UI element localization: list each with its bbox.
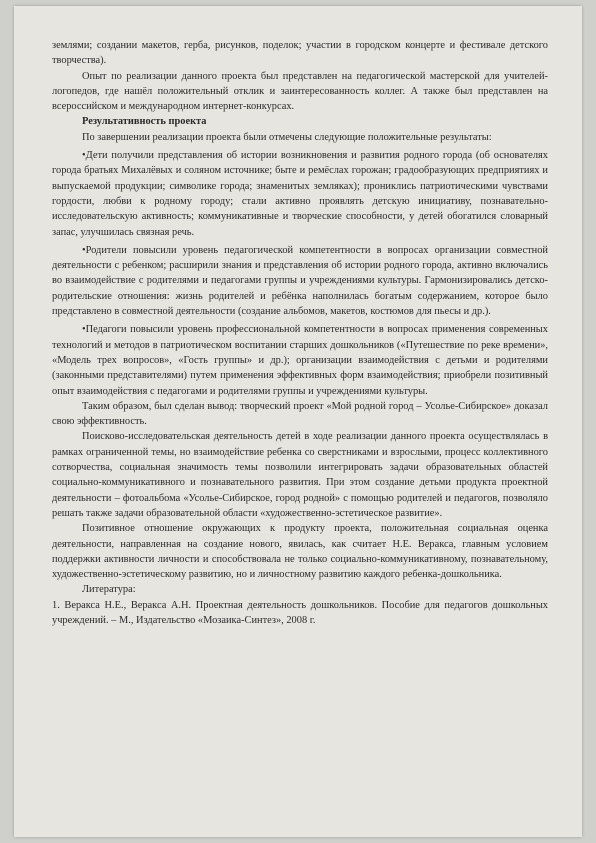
document-body [52,38,548,628]
paragraph-conclusion: Таким образом, был сделан вывод: творческий проект «Мой родной город – Усолье-Сибирское» доказал свою эффективность. [52,400,548,428]
bullet-teachers: • Педагоги повысили уровень профессиональной компетентности в вопросах применения современных технологий и методов в патриотическом воспитании старших дошкольников («Путешествие по реке времени», «Модель трех вопросов», «Гость группы» и др.); организации взаимодействия с детьми и родителями (законными представителями) путем применения эффективных форм взаимодействия; приобрели позитивный опыт взаимодействия с педагогами и родителями группы и учреждениями культуры. [52,322,548,398]
paragraph-research-activity: Поисково-исследовательская деятельность детей в ходе реализации данного проекта осуществлялась в рамках ограниченной темы, но взаимодействие ребенка со сверстниками и взрослыми, процесс коллективного сотворчества, социальная значимость темы позволили интегрировать задачи образовательных областей социально-коммуникативного и познавательного развития. При этом создание детьми продукта проектной деятельности – фотоальбома «Усолье-Сибирское, город родной» с помощью родителей и педагогов, позволяло решать также задачи образовательной области «художественно-эстетическое развитие». [52,431,548,519]
paragraph-experience: Опыт по реализации данного проекта был представлен на педагогической мастерской для учителей-логопедов, где нашёл положительный отклик и заинтересованность коллег. А также был представлен на всероссийском и международном интернет-конкурсах. [52,70,548,113]
bullet-parents: • Родители повысили уровень педагогической компетентности в вопросах организации совместной деятельности с ребенком; расширили знания и представления об истории родного города, активно включались во взаимодействие с родителями и педагогами группы и учреждениями культуры. Гармонизировались детско-родительские отношения: жизнь родителей и ребёнка наполнилась богатым содержанием, которое было представлено в совместной деятельности (создание альбомов, макетов, костюмов для пьесы и др.). [52,243,548,319]
document-page [14,6,582,837]
paragraph-continuation: землями; создании макетов, герба, рисунков, поделок; участии в городском концерте и фестивале детского творчества). [52,40,548,67]
section-heading: Результативность проекта [82,116,207,128]
literature-item: 1. Веракса Н.Е., Веракса А.Н. Проектная деятельность дошкольников. Пособие для педагогов дошкольных учреждений. – М., Издательство «Мозаика-Синтез», 2008 г. [52,599,548,626]
paragraph-positive-attitude: Позитивное отношение окружающих к продукту проекта, положительная социальная оценка деятельности, направленная на создание нового, явилась, как считает Н.Е. Веракса, главным условием поддержки активности личности и способствовала не только социально-коммуникативному, познавательному, художественно-эстетическому развитию, но и личностному развитию каждого ребенка-дошкольника. [52,523,548,581]
literature-heading: Литература: [82,584,136,596]
paragraph-results-intro: По завершении реализации проекта были отмечены следующие положительные результаты: [82,131,492,143]
bullet-children: • Дети получили представления об истории возникновения и развития родного города (об основателях города братьях Михалёвых и соляном источнике; быте и ремёслах горожан; градообразующих предприятиях и выпускаемой продукции; символике города; знаменитых земляках); прониклись патриотическими чувствами гордости, любви к родному городу; стали активно проявлять детскую инициативу, познавательно-исследовательскую активность; коммуникативные и творческие способности, у детей обогатился словарный запас, улучшилась связная речь. [52,148,548,240]
